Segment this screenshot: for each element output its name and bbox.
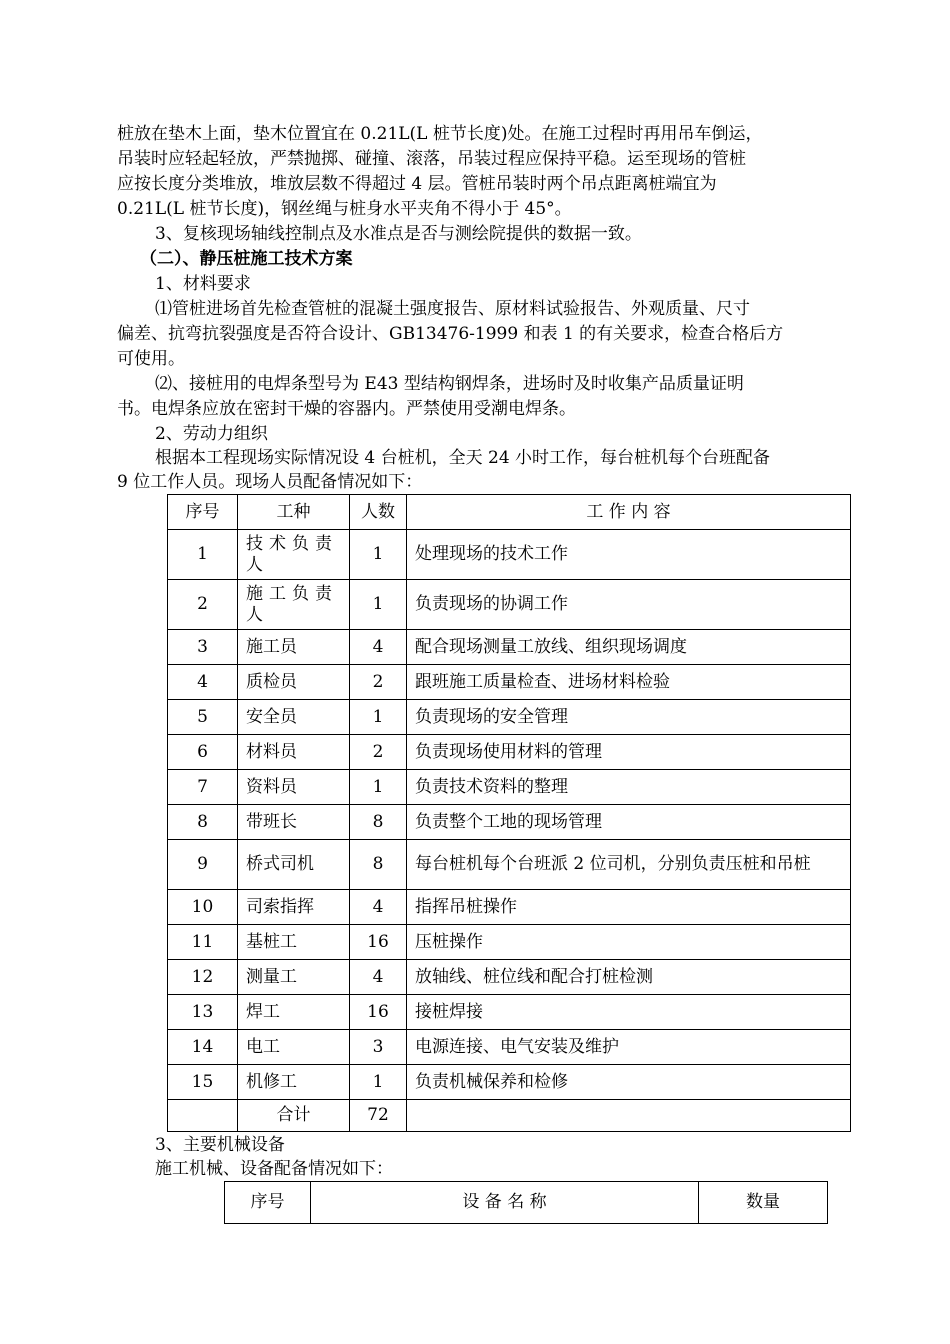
table-cell: 14 [168,1030,238,1065]
table-cell: 9 [168,840,238,890]
paragraph-line: 施工机械、设备配备情况如下： [155,1159,393,1179]
table-cell: 施工负责人 [238,580,350,630]
paragraph-line: 根据本工程现场实际情况设 4 台桩机，全天 24 小时工作，每台桩机每个台班配备 [155,448,771,468]
table-row [168,925,851,960]
table-cell: 负责技术资料的整理 [407,770,851,805]
table-cell: 每台桩机每个台班派 2 位司机，分别负责压桩和吊桩 [407,840,851,890]
table-row [168,995,851,1030]
table-cell: 1 [168,530,238,580]
table-header-row [168,495,851,530]
table-cell: 4 [350,960,407,995]
table-header: 数量 [699,1182,828,1224]
table-cell: 资料员 [238,770,350,805]
table-cell: 电源连接、电气安装及维护 [407,1030,851,1065]
total-value: 72 [350,1100,407,1132]
table-cell: 负责现场使用材料的管理 [407,735,851,770]
table-cell: 司索指挥 [238,890,350,925]
table-cell: 16 [350,995,407,1030]
paragraph-line: 9 位工作人员。现场人员配备情况如下： [117,472,423,492]
table-cell: 安全员 [238,700,350,735]
table-row [168,960,851,995]
total-label: 合计 [238,1100,350,1132]
table-header: 设 备 名 称 [311,1182,699,1224]
table-total-row [168,1100,851,1132]
table-cell: 6 [168,735,238,770]
table-cell: 3 [168,630,238,665]
table-cell: 4 [350,890,407,925]
table-cell: 焊工 [238,995,350,1030]
table-cell: 8 [168,805,238,840]
paragraph-line: ⑴管桩进场首先检查管桩的混凝土强度报告、原材料试验报告、外观质量、尺寸 [155,299,750,319]
table-row [168,1065,851,1100]
table-cell: 13 [168,995,238,1030]
table-header: 工 作 内 容 [407,495,851,530]
table-cell: 指挥吊桩操作 [407,890,851,925]
table-cell: 1 [350,1065,407,1100]
table-cell: 8 [350,840,407,890]
table-cell: 负责整个工地的现场管理 [407,805,851,840]
paragraph-line: 0.21L(L 桩节长度)，钢丝绳与桩身水平夹角不得小于 45°。 [117,199,572,219]
staff-table [167,494,851,1132]
table-cell: 技术负责人 [238,530,350,580]
table-cell: 桥式司机 [238,840,350,890]
table-header: 人数 [350,495,407,530]
table-row [168,735,851,770]
table-cell: 压桩操作 [407,925,851,960]
table-cell: 16 [350,925,407,960]
paragraph-line: ⑵、接桩用的电焊条型号为 E43 型结构钢焊条，进场时及时收集产品质量证明 [155,374,744,394]
table-cell [407,1100,851,1132]
table-cell: 负责现场的安全管理 [407,700,851,735]
table-cell: 4 [168,665,238,700]
table-cell: 1 [350,580,407,630]
table-row [168,530,851,580]
table-cell: 负责现场的协调工作 [407,580,851,630]
table-row [168,805,851,840]
subsection-title: 2、劳动力组织 [155,424,268,444]
table-row [168,1030,851,1065]
table-cell: 施工员 [238,630,350,665]
table-cell: 2 [350,735,407,770]
table-cell: 7 [168,770,238,805]
table-header: 工种 [238,495,350,530]
table-cell: 跟班施工质量检查、进场材料检验 [407,665,851,700]
paragraph-line: 可使用。 [117,349,185,369]
subsection-title: 1、材料要求 [155,274,251,294]
table-cell: 接桩焊接 [407,995,851,1030]
equipment-table [224,1181,828,1224]
table-cell: 测量工 [238,960,350,995]
paragraph-line: 偏差、抗弯抗裂强度是否符合设计、GB13476-1999 和表 1 的有关要求，检查合格后方 [117,324,784,344]
table-cell: 4 [350,630,407,665]
table-row [168,770,851,805]
table-cell: 放轴线、桩位线和配合打桩检测 [407,960,851,995]
table-cell [168,1100,238,1132]
table-row [168,665,851,700]
table-cell: 质检员 [238,665,350,700]
paragraph-line: 吊装时应轻起轻放，严禁抛掷、碰撞、滚落，吊装过程应保持平稳。运至现场的管桩 [117,149,746,169]
table-row [168,840,851,890]
table-cell: 1 [350,530,407,580]
paragraph-line: 应按长度分类堆放，堆放层数不得超过 4 层。管桩吊装时两个吊点距离桩端宜为 [117,174,717,194]
paragraph-line: 桩放在垫木上面，垫木位置宜在 0.21L(L 桩节长度)处。在施工过程时再用吊车倒运， [117,124,763,144]
table-cell: 电工 [238,1030,350,1065]
table-header-row [225,1182,828,1224]
table-cell: 3 [350,1030,407,1065]
table-cell: 12 [168,960,238,995]
table-cell: 10 [168,890,238,925]
table-cell: 带班长 [238,805,350,840]
table-cell: 负责机械保养和检修 [407,1065,851,1100]
paragraph-line: 书。电焊条应放在密封干燥的容器内。严禁使用受潮电焊条。 [117,399,576,419]
table-cell: 1 [350,770,407,805]
table-cell: 2 [168,580,238,630]
table-cell: 1 [350,700,407,735]
table-cell: 8 [350,805,407,840]
table-row [168,700,851,735]
table-row [168,630,851,665]
table-cell: 15 [168,1065,238,1100]
table-row [168,580,851,630]
table-header: 序号 [168,495,238,530]
subsection-title: 3、主要机械设备 [155,1135,285,1155]
paragraph-line: 3、复核现场轴线控制点及水准点是否与测绘院提供的数据一致。 [155,224,642,244]
table-header: 序号 [225,1182,311,1224]
table-row [168,890,851,925]
table-cell: 配合现场测量工放线、组织现场调度 [407,630,851,665]
table-cell: 5 [168,700,238,735]
table-cell: 2 [350,665,407,700]
table-cell: 基桩工 [238,925,350,960]
table-cell: 材料员 [238,735,350,770]
table-cell: 11 [168,925,238,960]
table-cell: 机修工 [238,1065,350,1100]
table-cell: 处理现场的技术工作 [407,530,851,580]
section-heading: （二）、静压桩施工技术方案 [140,249,353,269]
